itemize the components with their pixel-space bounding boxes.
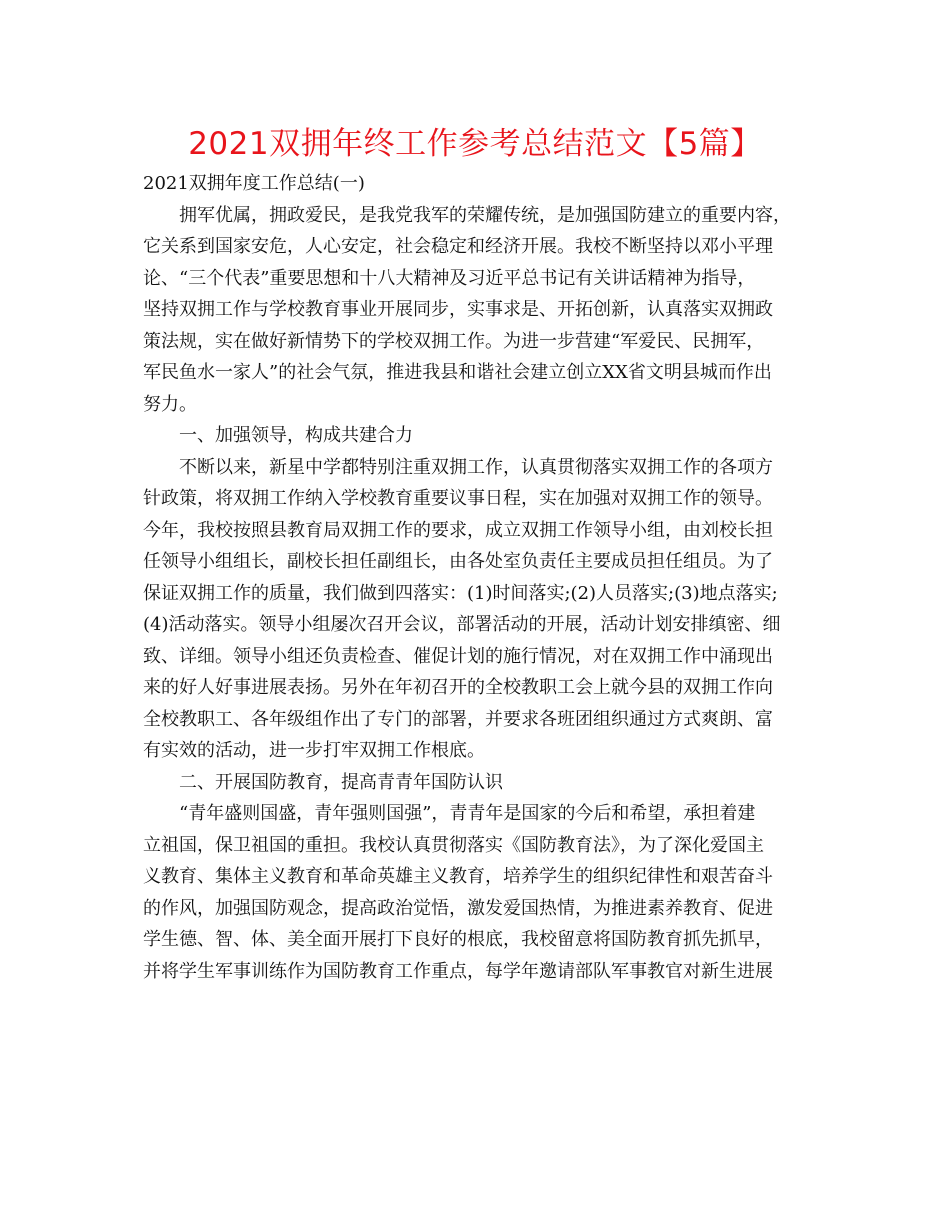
document-title: 2021双拥年终工作参考总结范文【5篇】: [188, 126, 762, 162]
paragraph-line: 义教育、集体主义教育和革命英雄主义教育，培养学生的组织纪律性和艰苦奋斗: [143, 866, 773, 887]
paragraph-line: 它关系到国家安危，人心安定，社会稳定和经济开展。我校不断坚持以邓小平理: [143, 236, 773, 257]
section-heading-1: 一、加强领导，构成共建合力: [179, 425, 413, 446]
paragraph-line: “青年盛则国盛，青年强则国强”，青青年是国家的今后和希望，承担着建: [179, 803, 756, 824]
paragraph-line: 不断以来，新星中学都特别注重双拥工作，认真贯彻落实双拥工作的各项方: [179, 456, 773, 478]
paragraph-line: 有实效的活动，进一步打牢双拥工作根底。: [143, 740, 485, 761]
paragraph-line: 立祖国，保卫祖国的重担。我校认真贯彻落实《国防教育法》，为了深化爱国主: [143, 834, 764, 856]
paragraph-line: 论、“三个代表”重要思想和十八大精神及习近平总书记有关讲话精神为指导，: [143, 267, 756, 289]
paragraph-line: 任领导小组组长，副校长担任副组长，由各处室负责任主要成员担任组员。为了: [143, 551, 773, 572]
paragraph-line: 策法规，实在做好新情势下的学校双拥工作。为进一步营建“军爱民、民拥军，: [143, 330, 765, 352]
paragraph-line: 全校教职工、各年级组作出了专门的部署，并要求各班团组织通过方式爽朗、富: [143, 708, 773, 730]
paragraph-line: 针政策，将双拥工作纳入学校教育重要议事日程，实在加强对双拥工作的领导。: [143, 488, 773, 509]
paragraph-3: [143, 798, 823, 987]
paragraph-line: 来的好人好事进展表扬。另外在年初召开的全校教职工会上就今县的双拥工作向: [143, 677, 773, 698]
paragraph-line: 今年，我校按照县教育局双拥工作的要求，成立双拥工作领导小组，由刘校长担: [143, 519, 773, 541]
paragraph-line: 学生德、智、体、美全面开展打下良好的根底，我校留意将国防教育抓先抓早，: [143, 929, 773, 950]
paragraph-line: 致、详细。领导小组还负责检查、催促计划的施行情况，对在双拥工作中涌现出: [143, 645, 773, 667]
paragraph-2: [143, 452, 823, 767]
paragraph-line: 保证双拥工作的质量，我们做到四落实：(1)时间落实;(2)人员落实;(3)地点落实;: [143, 582, 778, 604]
paragraph-line: 坚持双拥工作与学校教育事业开展同步，实事求是、开拓创新，认真落实双拥政: [143, 299, 773, 320]
section-heading-2: 二、开展国防教育，提高青青年国防认识: [179, 771, 503, 793]
document-body: [143, 168, 823, 987]
section-subtitle: 2021双拥年度工作总结(一): [143, 173, 365, 194]
paragraph-line: 拥军优属，拥政爱民，是我党我军的荣耀传统，是加强国防建立的重要内容，: [179, 204, 791, 226]
paragraph-line: 的作风，加强国防观念，提高政治觉悟，激发爱国热情，为推进素养教育、促进: [143, 897, 773, 919]
paragraph-line: 并将学生军事训练作为国防教育工作重点，每学年邀请部队军事教官对新生进展: [143, 960, 773, 982]
paragraph-line: (4)活动落实。领导小组屡次召开会议，部署活动的开展，活动计划安排缜密、细: [143, 614, 781, 635]
paragraph-line: 努力。: [143, 393, 197, 415]
paragraph-line: 军民鱼水一家人”的社会气氛，推进我县和谐社会建立创立XX省文明县城而作出: [143, 362, 772, 383]
paragraph-1: [143, 200, 823, 421]
